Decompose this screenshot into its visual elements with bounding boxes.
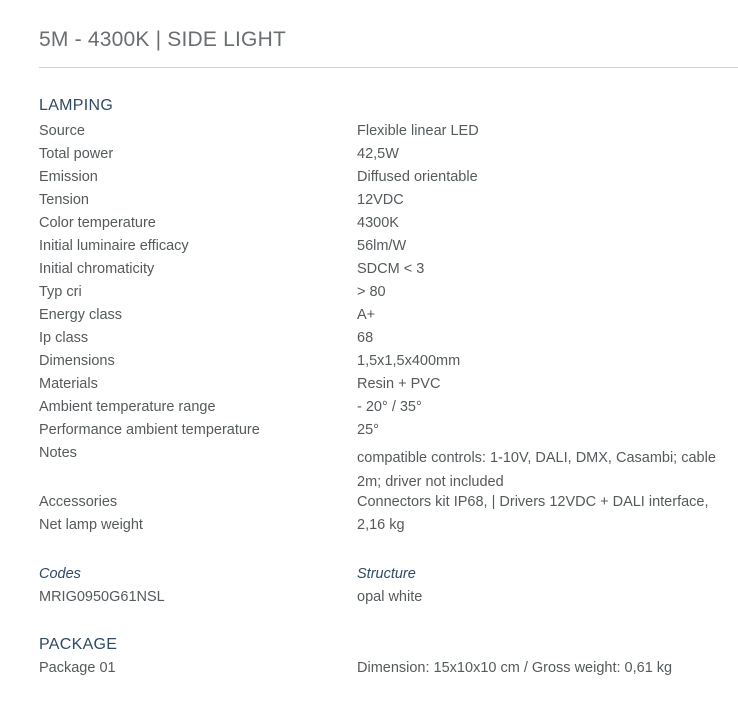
spec-value: Flexible linear LED xyxy=(357,123,479,139)
spec-label: Ambient temperature range xyxy=(39,399,216,415)
page-title: 5M - 4300K | SIDE LIGHT xyxy=(39,28,286,51)
spec-label: Performance ambient temperature xyxy=(39,422,260,438)
spec-label: Materials xyxy=(39,376,98,392)
spec-label: Tension xyxy=(39,192,89,208)
spec-label: Emission xyxy=(39,169,98,185)
spec-value: - 20° / 35° xyxy=(357,399,422,415)
product-code: MRIG0950G61NSL xyxy=(39,589,165,605)
spec-value: A+ xyxy=(357,307,376,323)
spec-value: Connectors kit IP68, | Drivers 12VDC + DALI interface, xyxy=(357,494,709,510)
title-divider xyxy=(39,67,738,68)
spec-label: Color temperature xyxy=(39,215,156,231)
spec-value: Resin + PVC xyxy=(357,376,441,392)
structure-heading: Structure xyxy=(357,566,416,582)
package-label: Package 01 xyxy=(39,660,116,676)
spec-value: 68 xyxy=(357,330,374,346)
spec-label: Dimensions xyxy=(39,353,115,369)
spec-value: 25° xyxy=(357,422,379,438)
package-heading: PACKAGE xyxy=(39,636,118,653)
spec-value: 1,5x1,5x400mm xyxy=(357,353,461,369)
spec-label: Initial chromaticity xyxy=(39,261,155,277)
codes-heading: Codes xyxy=(39,566,81,582)
spec-label: Ip class xyxy=(39,330,89,346)
package-dimensions-weight: Dimension: 15x10x10 cm / Gross weight: 0,61 kg xyxy=(357,660,673,676)
spec-label: Energy class xyxy=(39,307,123,323)
spec-label: Accessories xyxy=(39,494,118,510)
spec-value: SDCM < 3 xyxy=(357,261,425,277)
lamping-heading: LAMPING xyxy=(39,97,114,114)
spec-label: Total power xyxy=(39,146,114,162)
spec-label: Typ cri xyxy=(39,284,82,300)
spec-value: > 80 xyxy=(357,284,386,300)
spec-value: Diffused orientable xyxy=(357,169,478,185)
spec-label: Initial luminaire efficacy xyxy=(39,238,189,254)
spec-value: 42,5W xyxy=(357,146,399,162)
structure-value: opal white xyxy=(357,589,423,605)
spec-value: 2,16 kg xyxy=(357,517,405,533)
spec-label: Notes xyxy=(39,445,77,461)
spec-value: compatible controls: 1-10V, DALI, DMX, Casambi; cable 2m; driver not included xyxy=(357,450,716,490)
spec-value: 4300K xyxy=(357,215,399,231)
spec-label: Source xyxy=(39,123,85,139)
spec-value: 12VDC xyxy=(357,192,404,208)
spec-label: Net lamp weight xyxy=(39,517,143,533)
spec-value: 56lm/W xyxy=(357,238,407,254)
